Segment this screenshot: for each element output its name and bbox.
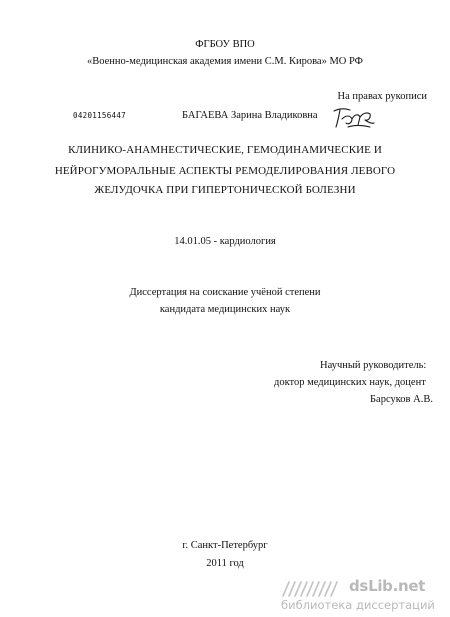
academy-name: «Военно-медицинская академия имени С.М. Кирова» МО РФ (87, 56, 363, 67)
author-name: БАГАЕВА Зарина Владиковна (182, 110, 318, 121)
title-line-3: ЖЕЛУДОЧКА ПРИ ГИПЕРТОНИЧЕСКОЙ БОЛЕЗНИ (94, 184, 356, 196)
specialty-code: 14.01.05 - кардиология (174, 236, 276, 247)
organization-name: ФГБОУ ВПО (195, 39, 255, 50)
handwritten-signature (330, 103, 376, 133)
supervisor-degree: доктор медицинских наук, доцент (274, 377, 426, 388)
dslib-logo-icon (279, 578, 343, 600)
title-line-2: НЕЙРОГУМОРАЛЬНЫЕ АСПЕКТЫ РЕМОДЕЛИРОВАНИЯ ЛЕВОГО (54, 165, 396, 177)
year: 2011 год (206, 558, 244, 569)
supervisor-label: Научный руководитель: (320, 360, 427, 371)
title-line-1: КЛИНИКО-АНАМНЕСТИЧЕСКИЕ, ГЕМОДИНАМИЧЕСКИЕ И (68, 144, 382, 156)
supervisor-name: Барсуков А.В. (370, 394, 433, 405)
manuscript-rights-note: На правах рукописи (337, 91, 427, 102)
watermark-subtitle: библиотека диссертаций (281, 598, 435, 612)
dissertation-degree-line-2: кандидата медицинских наук (159, 304, 291, 315)
watermark-brand: dsLib.net (349, 577, 426, 595)
dissertation-degree-line-1: Диссертация на соискание учёной степени (129, 287, 321, 298)
city: г. Санкт-Петербург (182, 540, 268, 551)
catalog-number: 04201156447 (73, 111, 126, 120)
